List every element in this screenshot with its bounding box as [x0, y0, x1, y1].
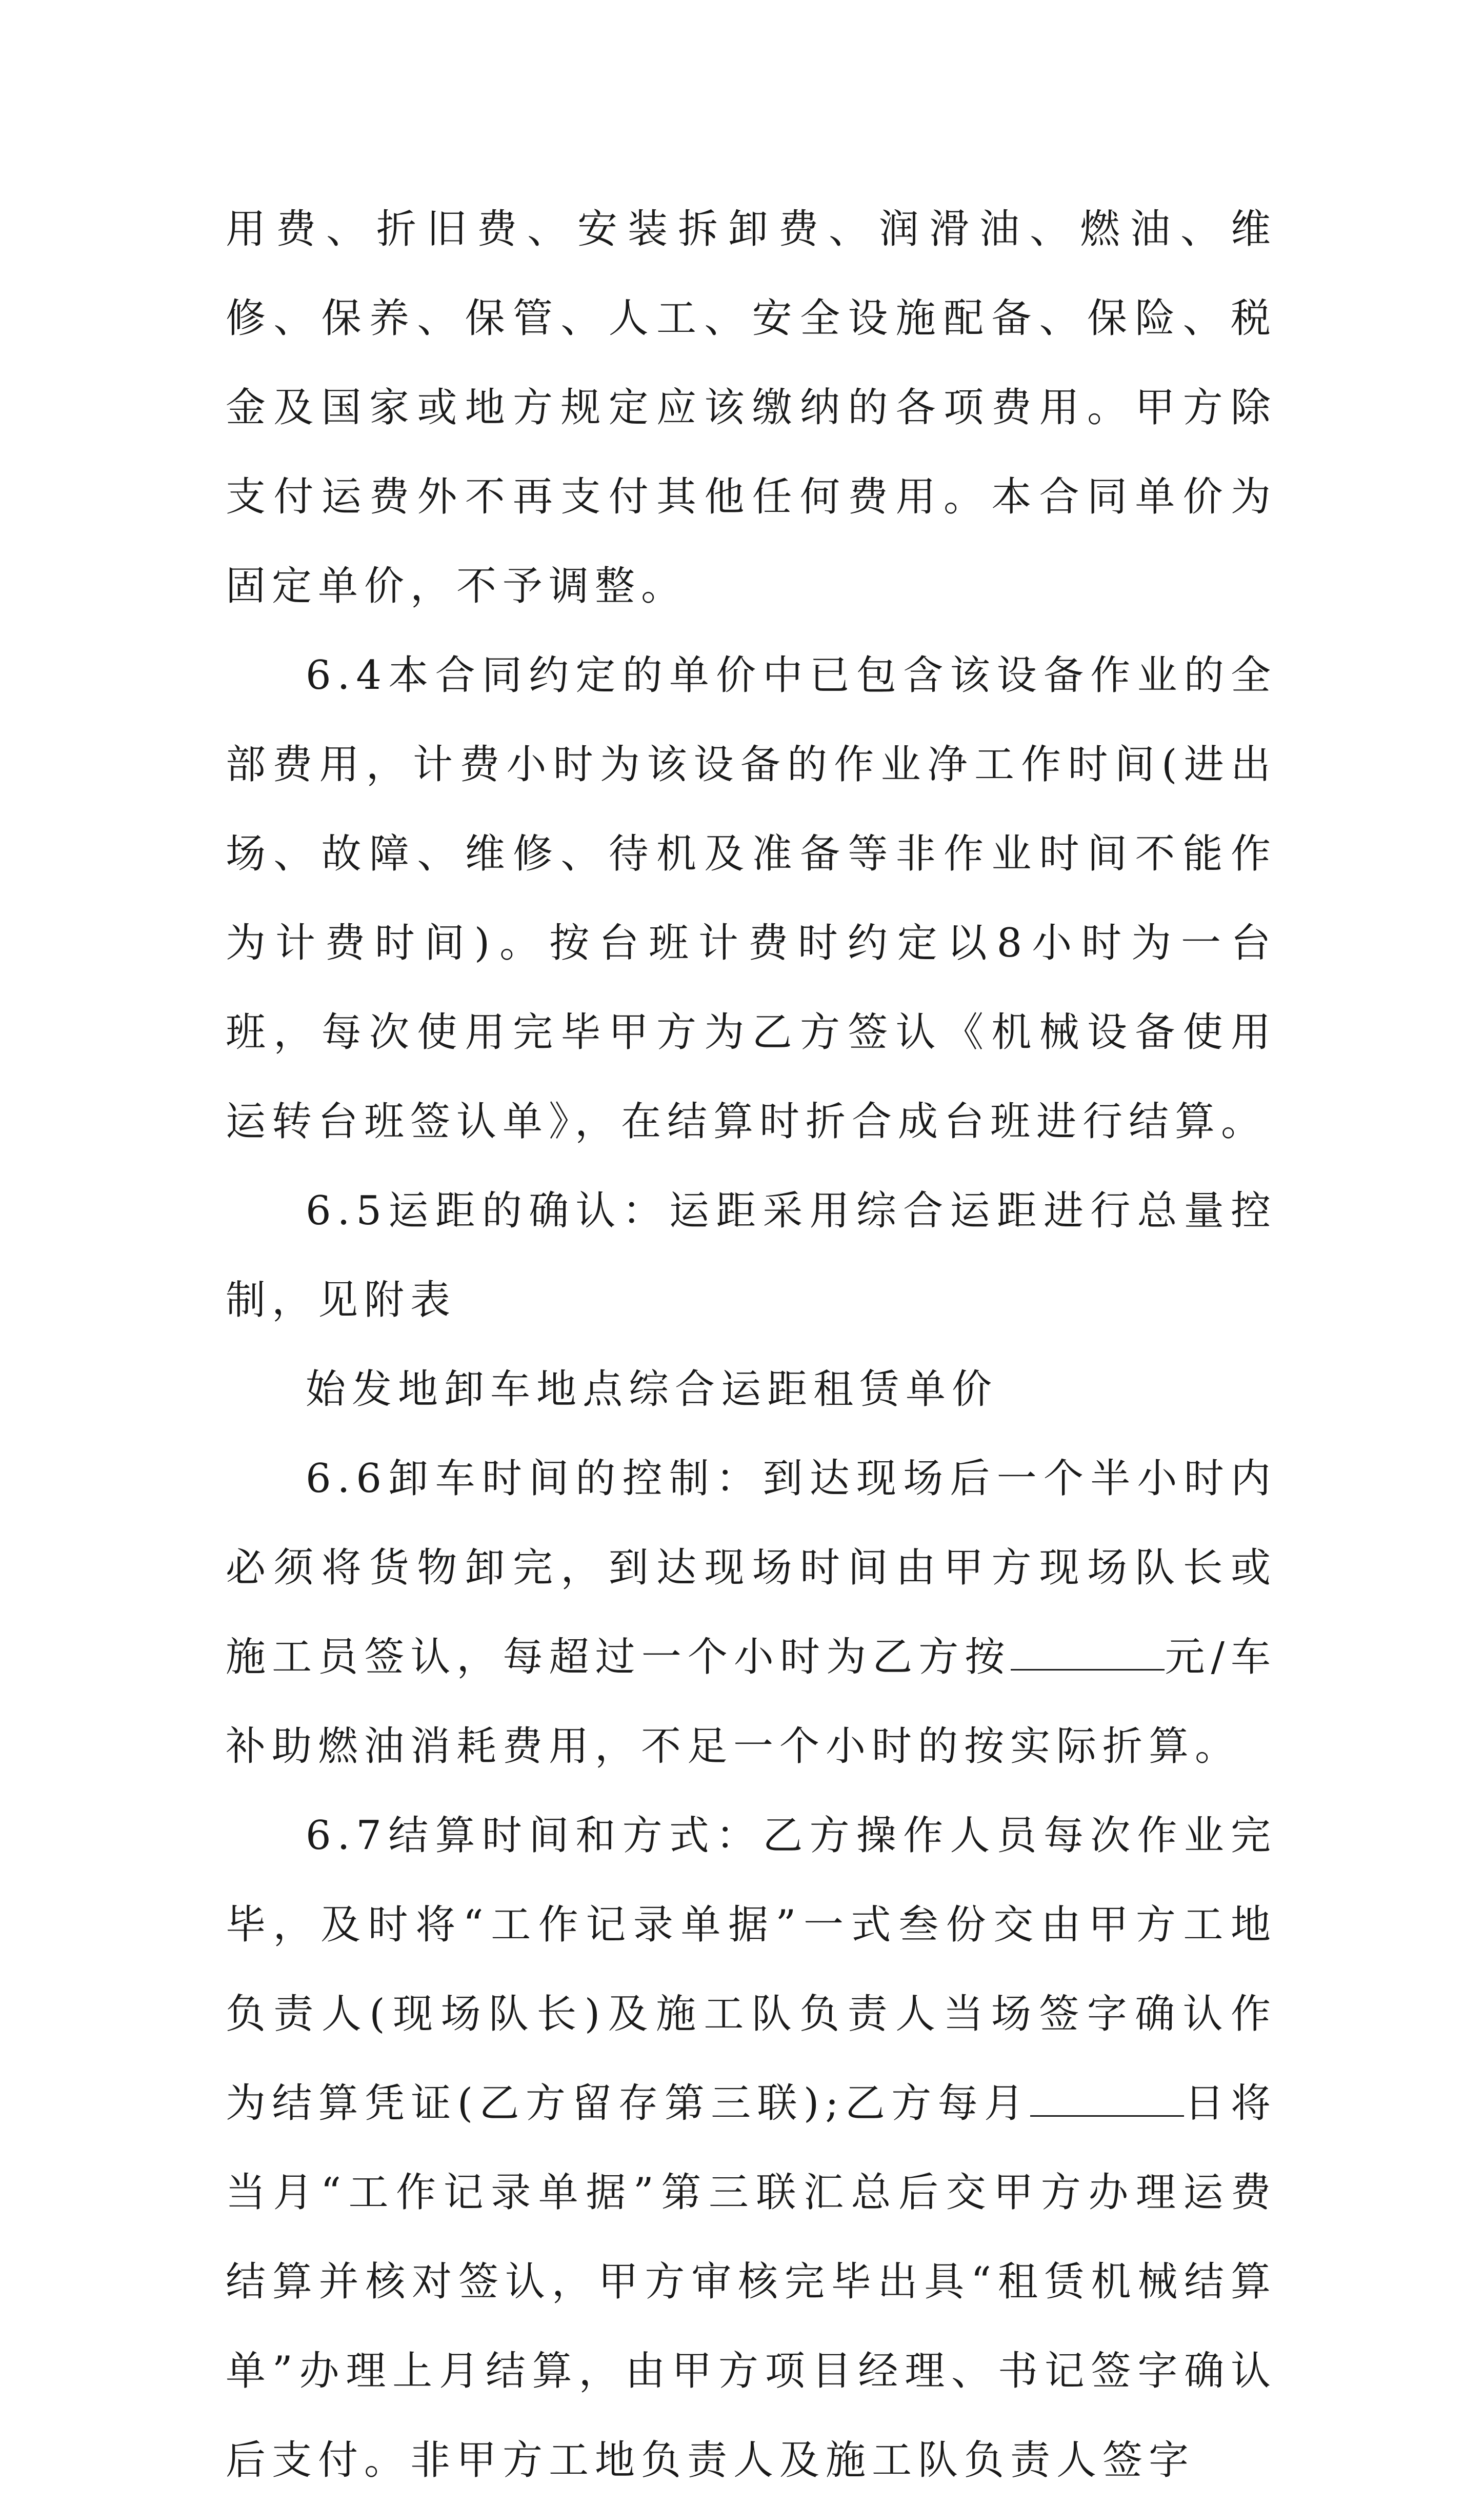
paragraph-text: 6.4本合同约定的单价中已包含该设备作业的全部费用，计费小时为该设备的作业净工作时间(进出场、故障、维修、待机及准备等非作业时间不能作为计费时间)。按台班计费时约定以8小时为一台班，每次使用完毕甲方为乙方签认《机械设备使用运转台班签认单》，在结算时折合成台班进行结算。 — [226, 652, 1277, 1145]
paragraph-6-7 — [226, 1791, 1277, 2505]
paragraph-text: 始发地卸车地点综合运距租赁单价 — [306, 1366, 998, 1413]
paragraph-6-5 — [226, 1166, 1277, 1345]
fill-in-blank-amount[interactable] — [1011, 1659, 1165, 1671]
paragraph-text-before-blank: 6.6卸车时间的控制：到达现场后一个半小时内必须将货物卸完，到达现场时间由甲方现场队长或施工员签认，每超过一个小时为乙方按 — [226, 1456, 1277, 1680]
document-body — [226, 185, 1277, 2505]
paragraph-6-4 — [226, 631, 1277, 1166]
paragraph-text-after-blank: 元/车补助燃油消耗费用，不足一个小时的按实际折算。 — [226, 1634, 1277, 1770]
fill-in-blank-day[interactable] — [1030, 2105, 1184, 2117]
paragraph-text-before-blank: 6.7结算时间和方式：乙方操作人员每次作业完毕，及时将“工作记录单据”一式叁份交由甲方工地负责人(现场队长)及施工队负责人当场签字确认作为结算凭证(乙方留存第三联);乙方每月 — [226, 1813, 1277, 2126]
paragraph-text-after-blank: 日将当月“工作记录单据”第三联汇总后交甲方办理运费结算并核对签认，甲方审核完毕出具“租赁机械结算单”办理上月结算，由甲方项目经理、书记签字确认后支付。非甲方工地负责人及施工队负责人签字 — [226, 2080, 1277, 2483]
paragraph-6-6 — [226, 1434, 1277, 1791]
paragraph-text: 6.5运距的确认：运距采用综合运距进行总量控制，见附表 — [226, 1188, 1277, 1323]
paragraph-text: 用费、折旧费、安装拆卸费、润滑油、燃油、维修、保养、保管、人工、安全设施配备、保险、税金及国家或地方规定应该缴纳的各项费用。甲方除支付运费外不再支付其他任何费用。本合同单价为固定单价，不予调整。 — [226, 206, 1277, 609]
paragraph-fees-continued — [226, 185, 1277, 631]
paragraph-table-header-line — [226, 1345, 1277, 1434]
